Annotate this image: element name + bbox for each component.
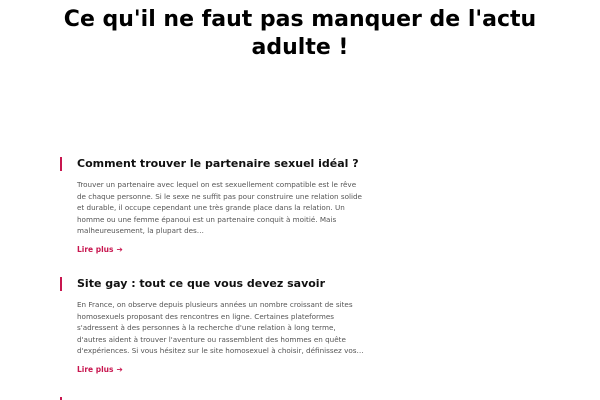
article-card [60, 396, 370, 400]
read-more-label: Lire plus [77, 244, 114, 254]
arrow-right-icon: ➔ [116, 244, 123, 254]
page-title: Ce qu'il ne faut pas manquer de l'actu adulte ! [63, 7, 537, 60]
article-title-row [60, 396, 370, 400]
article-title-row [60, 276, 370, 292]
article-title-link[interactable]: Comment trouver le partenaire sexuel idéal ? [77, 157, 359, 170]
article-title-row [60, 156, 370, 172]
read-more-link[interactable] [77, 245, 123, 255]
article-card [60, 276, 370, 376]
accent-bar [60, 157, 62, 171]
read-more-link[interactable] [77, 365, 123, 375]
accent-bar [60, 277, 62, 291]
read-more-label: Lire plus [77, 364, 114, 374]
arrow-right-icon: ➔ [116, 364, 123, 374]
article-title-link[interactable]: Site gay : tout ce que vous devez savoir [77, 277, 325, 290]
article-excerpt: Trouver un partenaire avec lequel on est sexuellement compatible est le rêve de chaque personne. Si le sexe ne suffit pas pour construire une relation solide et durable, il occupe cependant une très grande place dans la relation. Un homme ou une femme épanoui est un partenaire conquit à moitié. Mais malheureusement, la plupart des… [77, 180, 362, 235]
article-excerpt: En France, on observe depuis plusieurs années un nombre croissant de sites homosexuels proposant des rencontres en ligne. Certaines plateformes s'adressent à des personnes à la recherche d'une relation à long terme, d'autres aident à trouver l'aventure ou rassemblent des hommes en quête d'expériences. Si vous hésitez sur le site homosexuel à choisir, définissez vos… [77, 300, 364, 355]
article-card [60, 156, 370, 256]
